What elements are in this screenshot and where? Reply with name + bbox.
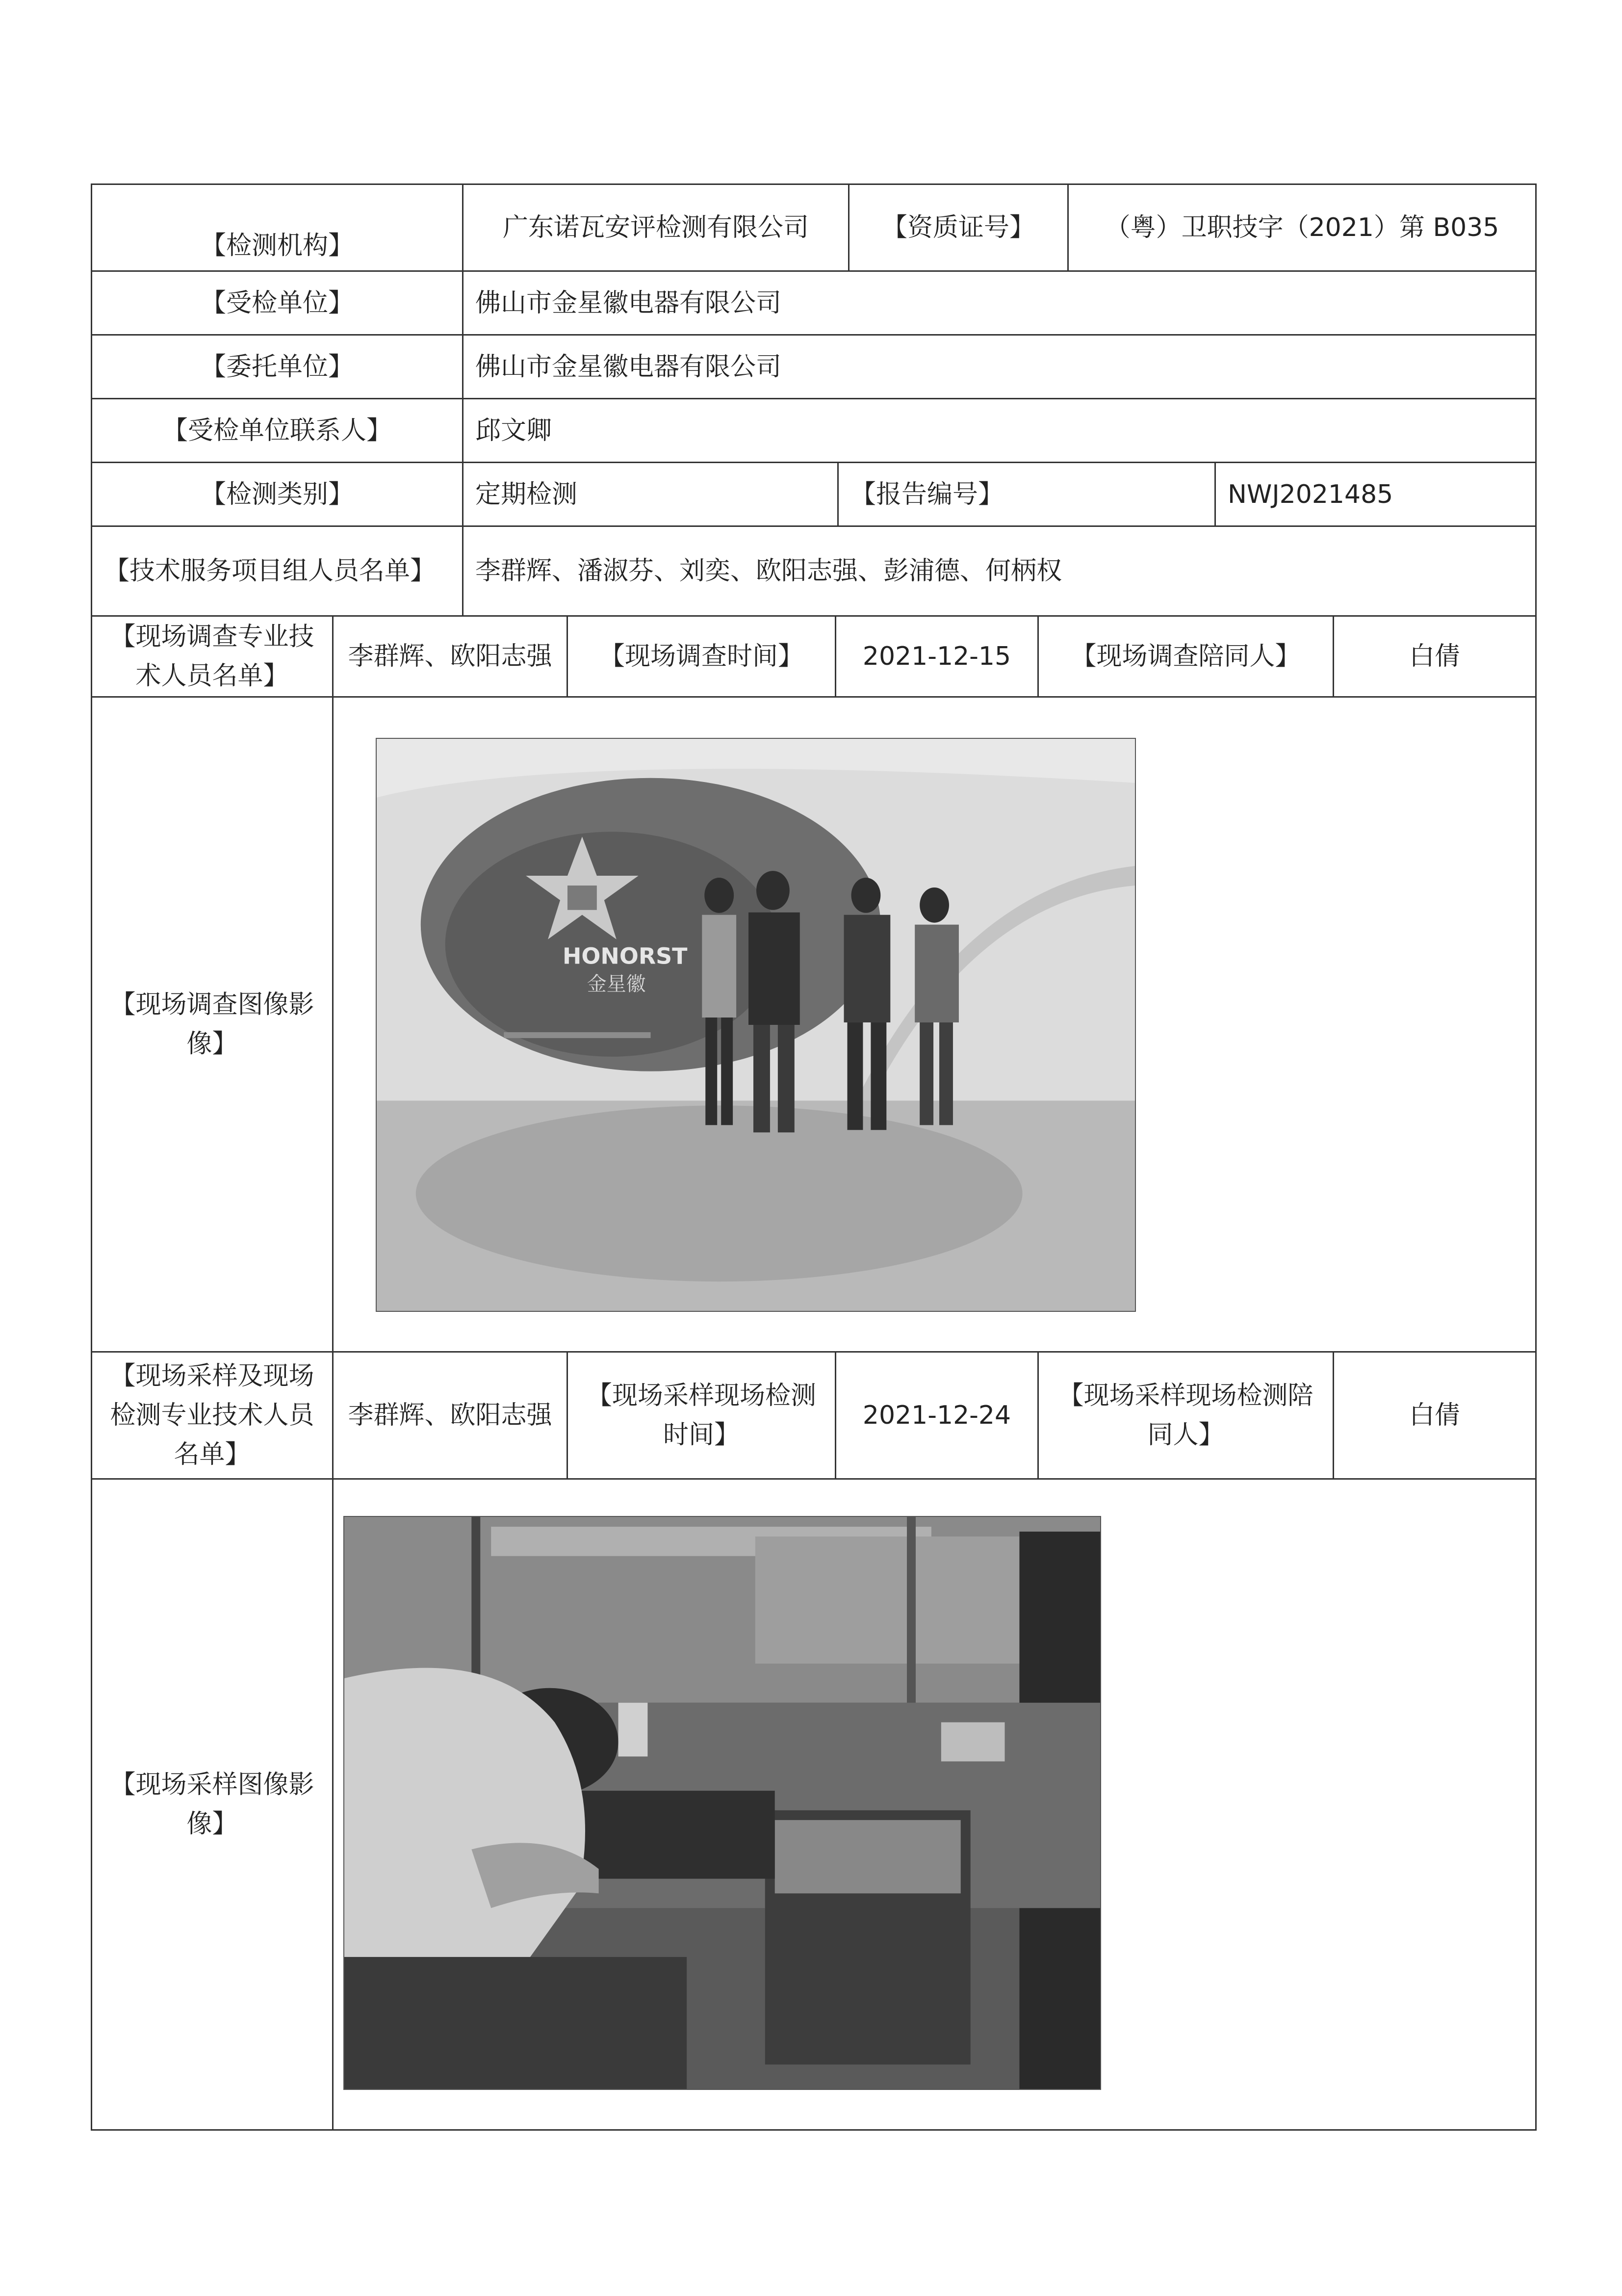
team-label: 【技术服务项目组人员名单】 xyxy=(91,525,463,617)
sampling-time-label: 【现场采样现场检测时间】 xyxy=(566,1351,836,1480)
report-value: NWJ2021485 xyxy=(1214,462,1537,527)
survey-escort-value: 白倩 xyxy=(1333,615,1537,698)
survey-staff-value: 李群辉、欧阳志强 xyxy=(332,615,568,698)
survey-logo-text: HONORST xyxy=(563,942,688,969)
survey-logo-cn: 金星徽 xyxy=(587,973,646,996)
sampling-time-value: 2021-12-24 xyxy=(835,1351,1039,1480)
team-value: 李群辉、潘淑芬、刘奕、欧阳志强、彭浦德、何柄权 xyxy=(462,525,1537,617)
contact-label: 【受检单位联系人】 xyxy=(91,398,463,463)
survey-time-label: 【现场调查时间】 xyxy=(566,615,836,698)
survey-escort-label: 【现场调查陪同人】 xyxy=(1037,615,1334,698)
client-value: 佛山市金星徽电器有限公司 xyxy=(462,334,1537,399)
survey-time-value: 2021-12-15 xyxy=(835,615,1039,698)
inspected-label: 【受检单位】 xyxy=(91,270,463,336)
sampling-photo xyxy=(343,1516,1101,2090)
cert-value: （粤）卫职技字（2021）第 B035 xyxy=(1067,183,1537,272)
survey-staff-label: 【现场调查专业技术人员名单】 xyxy=(91,615,334,698)
cert-label: 【资质证号】 xyxy=(848,183,1069,272)
inspected-value: 佛山市金星徽电器有限公司 xyxy=(462,270,1537,336)
sampling-escort-label: 【现场采样现场检测陪同人】 xyxy=(1037,1351,1334,1480)
client-label: 【委托单位】 xyxy=(91,334,463,399)
org-value: 广东诺瓦安评检测有限公司 xyxy=(462,183,850,272)
sampling-staff-value: 李群辉、欧阳志强 xyxy=(332,1351,568,1480)
contact-value: 邱文卿 xyxy=(462,398,1537,463)
report-label: 【报告编号】 xyxy=(837,462,1216,527)
org-label: 【检测机构】 xyxy=(91,183,463,272)
survey-image-label: 【现场调查图像影像】 xyxy=(91,696,334,1353)
survey-photo xyxy=(376,738,1136,1312)
sampling-image-label: 【现场采样图像影像】 xyxy=(91,1478,334,2131)
type-label: 【检测类别】 xyxy=(91,462,463,527)
sampling-escort-value: 白倩 xyxy=(1333,1351,1537,1480)
type-value: 定期检测 xyxy=(462,462,839,527)
sampling-staff-label: 【现场采样及现场检测专业技术人员名单】 xyxy=(91,1351,334,1480)
